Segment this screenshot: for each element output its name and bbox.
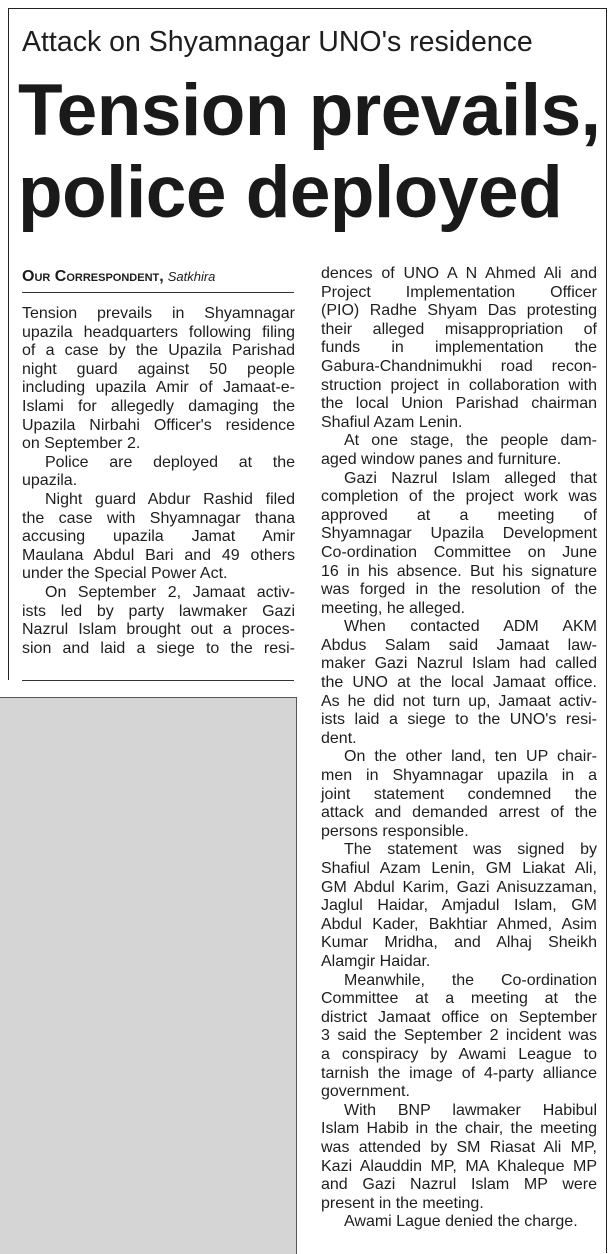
headline-line-2: police deployed bbox=[18, 152, 563, 233]
article-line: Maulana Abdul Bari and 49 others bbox=[22, 546, 295, 564]
article-line: Meanwhile, the Co-ordination bbox=[344, 971, 597, 989]
article-line: Jaglul Haidar, Amjadul Islam, GM bbox=[321, 897, 597, 915]
article-line: including upazila Amir of Jamaat-e- bbox=[22, 379, 295, 397]
article-line: 3 said the September 2 incident was bbox=[321, 1027, 597, 1045]
article-line: Shafiul Azam Lenin, GM Liakat Ali, bbox=[321, 860, 597, 877]
article-line: the case with Shyamnagar thana bbox=[22, 509, 295, 527]
byline bbox=[22, 267, 306, 287]
article-line: Project Implementation Officer bbox=[321, 283, 597, 301]
column-end-rule bbox=[22, 680, 294, 681]
article-line: Alamgir Haidar. bbox=[321, 952, 431, 970]
article-line: Upazila Nirbahi Officer's residence bbox=[22, 416, 295, 434]
article-line: Tension prevails in Shyamnagar bbox=[22, 305, 295, 322]
article-line: funds in implementation the bbox=[321, 339, 597, 357]
article-line: was forged in the resolution of the bbox=[321, 581, 597, 599]
article-line: Abdul Kader, Bakhtiar Ahmed, Asim bbox=[321, 915, 597, 933]
article-line: tarnish the image of 4-party alliance bbox=[321, 1064, 597, 1082]
frame-left-rule bbox=[8, 8, 9, 680]
article-line: Gabura-Chandnimukhi road recon- bbox=[321, 357, 597, 375]
byline-location: Satkhira bbox=[167, 269, 216, 284]
article-line: (PIO) Radhe Shyam Das protesting bbox=[321, 302, 597, 320]
article-line: maker Gazi Nazrul Islam had called bbox=[321, 655, 597, 673]
article-line: Gazi Nazrul Islam alleged that bbox=[344, 469, 597, 487]
article-line: on September 2. bbox=[22, 435, 141, 453]
article-headline bbox=[18, 70, 608, 234]
article-line: At one stage, the people dam- bbox=[344, 432, 597, 450]
article-line: Police are deployed at the bbox=[45, 453, 295, 471]
article-line: Shafiul Azam Lenin. bbox=[321, 413, 463, 431]
article-line: completion of the project work was bbox=[321, 488, 597, 506]
article-line: the local Union Parishad chairman bbox=[321, 395, 597, 413]
article-line: men in Shyamnagar upazila in a bbox=[321, 767, 597, 785]
article-line: and Gazi Nazrul Islam MP were bbox=[321, 1176, 597, 1194]
article-line: accusing upazila Jamat Amir bbox=[22, 528, 295, 546]
article-line: Islami for allegedly damaging the bbox=[22, 397, 295, 415]
article-line: their alleged misappropriation of bbox=[321, 320, 597, 338]
article-line: When contacted ADM AKM bbox=[344, 618, 597, 636]
article-line: On the other land, ten UP chair- bbox=[344, 748, 597, 766]
article-line: a conspiracy by Awami League to bbox=[321, 1045, 597, 1063]
article-line: GM Abdul Karim, Gazi Anisuzzaman, bbox=[321, 878, 597, 896]
article-line: night guard against 50 people bbox=[22, 360, 295, 378]
article-column-right bbox=[321, 265, 597, 1232]
article-column-left bbox=[22, 305, 295, 658]
article-line: As he did not turn up, Jamaat activ- bbox=[321, 692, 597, 710]
article-line: Night guard Abdur Rashid filed bbox=[45, 490, 295, 508]
article-line: sion and laid a siege to the resi- bbox=[22, 639, 295, 657]
article-line: Nazrul Islam brought out a proces- bbox=[22, 621, 295, 639]
article-line: Shyamnagar Upazila Development bbox=[321, 525, 597, 543]
article-line: On September 2, Jamaat activ- bbox=[45, 583, 295, 601]
article-line: Committee at a meeting at the bbox=[321, 990, 597, 1008]
article-line: joint statement condemned the bbox=[321, 785, 597, 803]
article-line: present in the meeting. bbox=[321, 1194, 484, 1212]
article-line: dent. bbox=[321, 729, 357, 747]
frame-top-rule bbox=[8, 8, 607, 9]
article-line: dences of UNO A N Ahmed Ali and bbox=[321, 265, 597, 282]
article-line: aged window panes and furniture. bbox=[321, 450, 562, 468]
article-line: attack and demanded arrest of the bbox=[321, 804, 597, 822]
article-line: upazila headquarters following filing bbox=[22, 323, 295, 341]
article-line: ists led by party lawmaker Gazi bbox=[22, 602, 295, 620]
article-line: government. bbox=[321, 1083, 410, 1101]
article-line: approved at a meeting of bbox=[321, 506, 597, 524]
headline-line-1: Tension prevails, bbox=[18, 70, 601, 151]
article-line: the UNO at the local Jamaat office. bbox=[321, 674, 597, 692]
article-line: Co-ordination Committee on June bbox=[321, 543, 597, 561]
article-line: Islam Habib in the chair, the meeting bbox=[321, 1120, 597, 1138]
article-line: upazila. bbox=[22, 472, 78, 490]
article-line: under the Special Power Act. bbox=[22, 565, 228, 583]
article-line: ists laid a siege to the UNO's resi- bbox=[321, 711, 597, 729]
byline-author: Our Correspondent, bbox=[22, 268, 164, 285]
adjacent-blank-panel bbox=[0, 697, 297, 1254]
article-line: persons responsible. bbox=[321, 822, 469, 840]
article-line: meeting, he alleged. bbox=[321, 599, 466, 617]
article-line: Kumar Mridha, and Alhaj Sheikh bbox=[321, 934, 597, 952]
article-line: of a case by the Upazila Parishad bbox=[22, 342, 295, 360]
article-line: district Jamaat office on September bbox=[321, 1008, 597, 1026]
article-line: struction project in collaboration with bbox=[321, 376, 597, 394]
article-line: With BNP lawmaker Habibul bbox=[344, 1101, 597, 1119]
article-line: was attended by SM Riasat Ali MP, bbox=[321, 1138, 597, 1156]
article-line: 16 in his absence. But his signature bbox=[321, 562, 597, 580]
article-kicker: Attack on Shyamnagar UNO's residence bbox=[22, 26, 533, 58]
article-line: Awami Lague denied the charge. bbox=[344, 1213, 578, 1231]
article-line: Abdus Salam said Jamaat law- bbox=[321, 636, 597, 654]
article-line: The statement was signed by bbox=[344, 841, 597, 859]
article-line: Kazi Alauddin MP, MA Khaleque MP bbox=[321, 1157, 597, 1175]
byline-rule bbox=[22, 292, 294, 293]
